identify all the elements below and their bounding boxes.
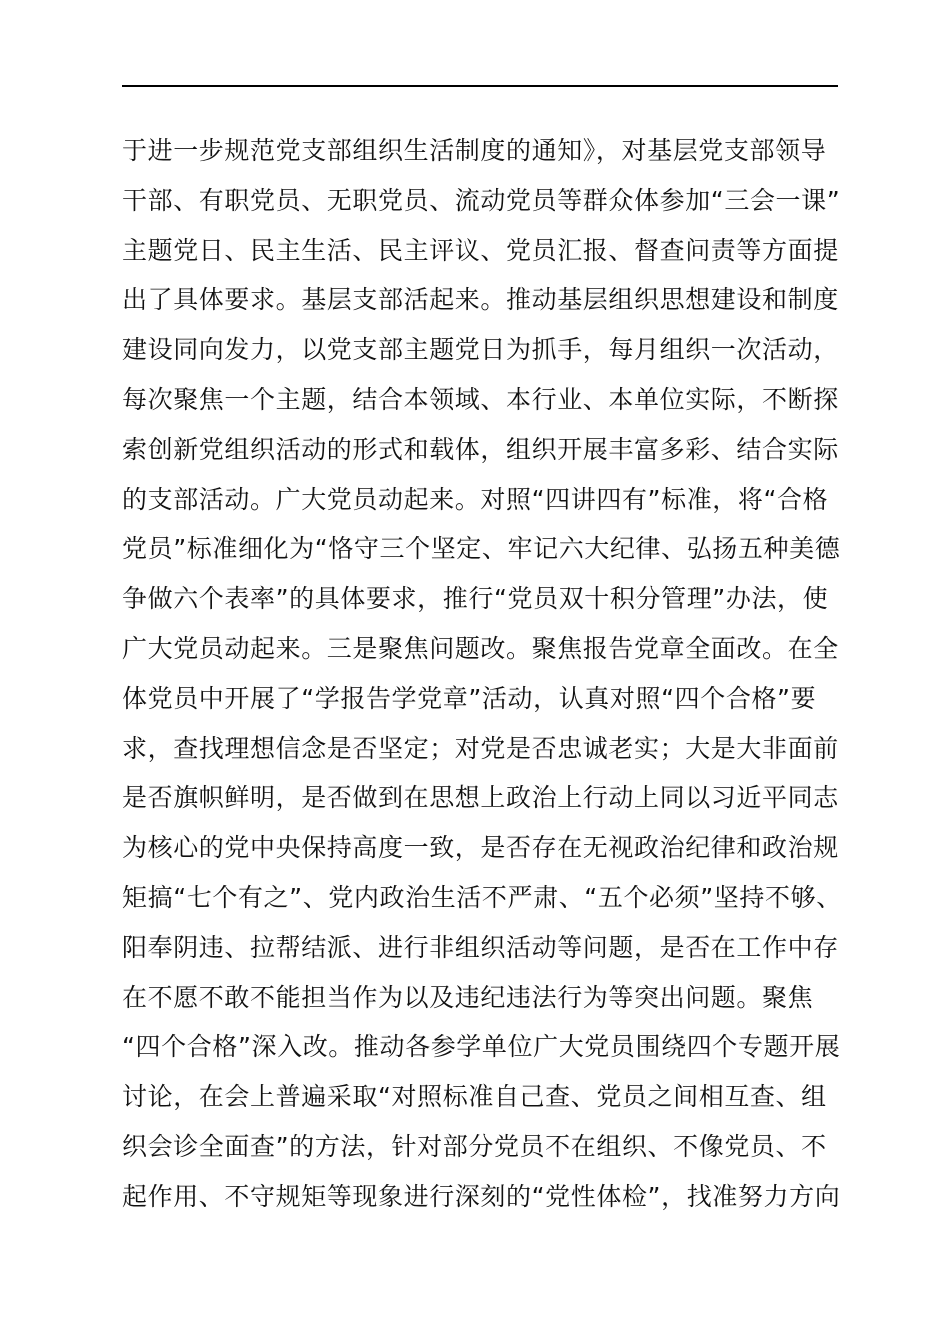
text-line: 矩搞“七个有之”、党内政治生活不严肃、“五个必须”坚持不够、 [122, 882, 842, 912]
text-line: 讨论，在会上普遍采取“对照标准自己查、党员之间相互查、组 [122, 1082, 827, 1112]
text-line: 的支部活动。广大党员动起来。对照“四讲四有”标准，将“合格 [122, 484, 829, 514]
text-line: 争做六个表率”的具体要求，推行“党员双十积分管理”办法，使 [122, 584, 829, 614]
text-line: 于进一步规范党支部组织生活制度的通知》，对基层党支部领导 [122, 136, 827, 165]
text-line: 是否旗帜鲜明，是否做到在思想上政治上行动上同以习近平同志 [122, 783, 839, 813]
text-line: 索创新党组织活动的形式和载体，组织开展丰富多彩、结合实际 [122, 434, 839, 464]
text-line: 求，查找理想信念是否坚定；对党是否忠诚老实；大是大非面前 [122, 733, 839, 763]
text-line: 织会诊全面查”的方法，针对部分党员不在组织、不像党员、不 [122, 1131, 827, 1161]
text-line: 广大党员动起来。三是聚焦问题改。聚焦报告党章全面改。在全 [122, 633, 839, 663]
text-line: 体党员中开展了“学报告学党章”活动，认真对照“四个合格”要 [122, 683, 817, 713]
text-line: 每次聚焦一个主题，结合本领域、本行业、本单位实际，不断探 [122, 384, 839, 414]
text-line: 党员”标准细化为“恪守三个坚定、牢记六大纪律、弘扬五种美德 [122, 534, 841, 564]
body-paragraph [122, 126, 852, 1222]
text-line: “四个合格”深入改。推动各参学单位广大党员围绕四个专题开展 [122, 1032, 841, 1062]
text-line: 在不愿不敢不能担当作为以及违纪违法行为等突出问题。聚焦 [122, 982, 814, 1012]
text-line: 建设同向发力，以党支部主题党日为抓手，每月组织一次活动， [122, 335, 839, 365]
text-line: 出了具体要求。基层支部活起来。推动基层组织思想建设和制度 [122, 285, 839, 315]
header-rule [122, 85, 838, 87]
text-line: 阳奉阴违、拉帮结派、进行非组织活动等问题，是否在工作中存 [122, 932, 839, 962]
text-line: 起作用、不守规矩等现象进行深刻的“党性体检”，找准努力方向 [122, 1181, 841, 1211]
text-line: 主题党日、民主生活、民主评议、党员汇报、督查问责等方面提 [122, 235, 839, 265]
text-line: 为核心的党中央保持高度一致，是否存在无视政治纪律和政治规 [122, 833, 839, 863]
text-line: 干部、有职党员、无职党员、流动党员等群众体参加“三会一课” [122, 185, 841, 215]
